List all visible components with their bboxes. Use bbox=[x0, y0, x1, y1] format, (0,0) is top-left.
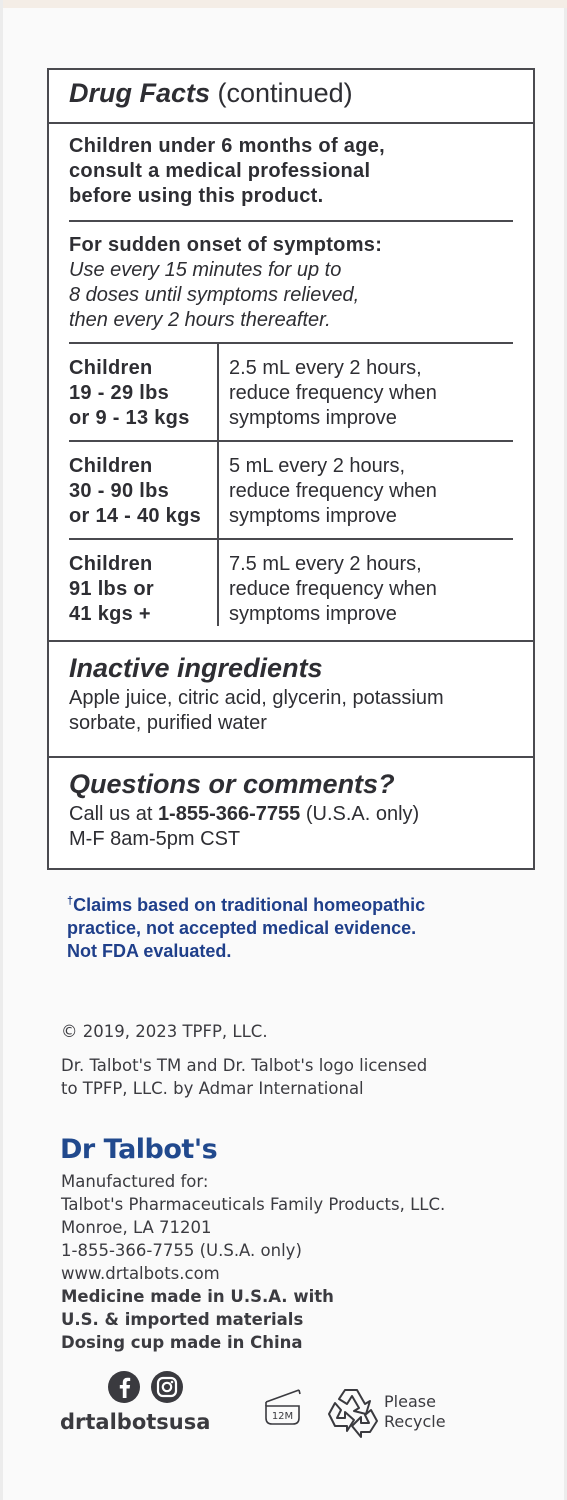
manufacturer-line: Monroe, LA 71201 bbox=[61, 1218, 212, 1237]
group-line: Children bbox=[69, 553, 153, 575]
sudden-onset-section bbox=[69, 233, 513, 333]
group-line: or 9 - 13 kgs bbox=[69, 407, 190, 429]
dosage-group bbox=[69, 356, 219, 431]
dose-line: 5 mL every 2 hours, bbox=[229, 455, 406, 477]
manufacturer-info bbox=[61, 1170, 445, 1354]
origin-line: Medicine made in U.S.A. with bbox=[61, 1287, 334, 1306]
manufacturer-line: Manufactured for: bbox=[61, 1172, 209, 1191]
sudden-onset-line: Use every 15 minutes for up to bbox=[69, 259, 342, 281]
sudden-onset-line: 8 doses until symptoms relieved, bbox=[69, 284, 360, 306]
inactive-ingredients-section bbox=[69, 652, 513, 736]
divider bbox=[69, 220, 513, 222]
questions-phone-line bbox=[69, 802, 513, 827]
drug-facts-box bbox=[47, 68, 535, 870]
drug-facts-continued: (continued) bbox=[210, 78, 353, 108]
call-us-text: Call us at bbox=[69, 803, 158, 825]
recycle-text: Recycle bbox=[384, 1412, 446, 1431]
top-edge bbox=[3, 0, 567, 8]
facebook-icon[interactable] bbox=[108, 1371, 140, 1403]
section-divider bbox=[49, 756, 533, 758]
dosage-group bbox=[69, 552, 219, 627]
instagram-icon[interactable] bbox=[151, 1371, 183, 1403]
warning-line: before using this product. bbox=[69, 185, 324, 207]
dose-line: symptoms improve bbox=[229, 603, 397, 625]
copyright: © 2019, 2023 TPFP, LLC. bbox=[61, 1022, 268, 1041]
group-line: 19 - 29 lbs bbox=[69, 382, 170, 404]
dose-line: 7.5 mL every 2 hours, bbox=[229, 553, 422, 575]
group-line: Children bbox=[69, 455, 153, 477]
dose-line: symptoms improve bbox=[229, 505, 397, 527]
region-note: (U.S.A. only) bbox=[300, 803, 420, 825]
manufacturer-line: Talbot's Pharmaceuticals Family Products, LLC. bbox=[61, 1195, 446, 1214]
dosage-instruction bbox=[229, 552, 529, 627]
please-recycle-text bbox=[384, 1392, 446, 1432]
dose-line: 2.5 mL every 2 hours, bbox=[229, 357, 422, 379]
divider bbox=[69, 538, 513, 540]
website-link[interactable]: www.drtalbots.com bbox=[61, 1264, 220, 1283]
period-after-opening-icon bbox=[261, 1384, 309, 1439]
questions-title: Questions or comments? bbox=[69, 769, 395, 799]
warning-line: consult a medical professional bbox=[69, 160, 371, 182]
license-line: to TPFP, LLC. by Admar International bbox=[61, 1079, 364, 1098]
divider bbox=[69, 342, 513, 344]
origin-line: U.S. & imported materials bbox=[61, 1310, 304, 1329]
drug-facts-title: Drug Facts bbox=[69, 78, 211, 108]
dosage-instruction bbox=[229, 454, 529, 529]
drug-facts-header bbox=[69, 78, 513, 109]
origin-line: Dosing cup made in China bbox=[61, 1333, 303, 1352]
ingredients-line: sorbate, purified water bbox=[69, 712, 267, 734]
phone-number[interactable]: 1-855-366-7755 bbox=[157, 803, 301, 825]
social-handle: drtalbotsusa bbox=[60, 1410, 211, 1434]
dosage-instruction bbox=[229, 356, 529, 431]
group-line: 91 lbs or bbox=[69, 578, 154, 600]
claims-text: Claims based on traditional homeopathic bbox=[73, 895, 426, 915]
warning-line: Children under 6 months of age, bbox=[69, 135, 385, 157]
group-line: 41 kgs + bbox=[69, 603, 151, 625]
inactive-ingredients-title: Inactive ingredients bbox=[69, 653, 323, 683]
license-notice bbox=[61, 1054, 427, 1100]
claims-line: practice, not accepted medical evidence. bbox=[67, 918, 417, 938]
questions-section bbox=[69, 768, 513, 852]
license-line: Dr. Talbot's TM and Dr. Talbot's logo licensed bbox=[61, 1056, 428, 1075]
recycle-icon bbox=[323, 1384, 381, 1445]
social-icons bbox=[107, 1370, 187, 1409]
dose-line: reduce frequency when bbox=[229, 480, 437, 502]
brand-logo: Dr Talbot's bbox=[60, 1134, 218, 1165]
claims-line: Not FDA evaluated. bbox=[67, 941, 232, 961]
ingredients-line: Apple juice, citric acid, glycerin, potassium bbox=[69, 687, 444, 709]
claims-disclaimer bbox=[67, 890, 517, 963]
age-warning bbox=[69, 134, 513, 209]
group-line: 30 - 90 lbs bbox=[69, 480, 170, 502]
dosage-group bbox=[69, 454, 219, 529]
group-line: Children bbox=[69, 357, 153, 379]
please-text: Please bbox=[384, 1392, 436, 1411]
sudden-onset-heading: For sudden onset of symptoms: bbox=[69, 234, 383, 256]
section-divider bbox=[49, 640, 533, 642]
divider bbox=[49, 122, 533, 124]
claims-line bbox=[67, 890, 517, 917]
dose-line: reduce frequency when bbox=[229, 382, 437, 404]
dose-line: symptoms improve bbox=[229, 407, 397, 429]
divider bbox=[69, 440, 513, 442]
hours-line: M-F 8am-5pm CST bbox=[69, 828, 241, 850]
pao-label: 12M bbox=[271, 1411, 294, 1422]
manufacturer-line: 1-855-366-7755 (U.S.A. only) bbox=[61, 1241, 302, 1260]
dagger-mark: † bbox=[67, 895, 74, 907]
group-line: or 14 - 40 kgs bbox=[69, 505, 202, 527]
dose-line: reduce frequency when bbox=[229, 578, 437, 600]
sudden-onset-line: then every 2 hours thereafter. bbox=[69, 309, 331, 331]
